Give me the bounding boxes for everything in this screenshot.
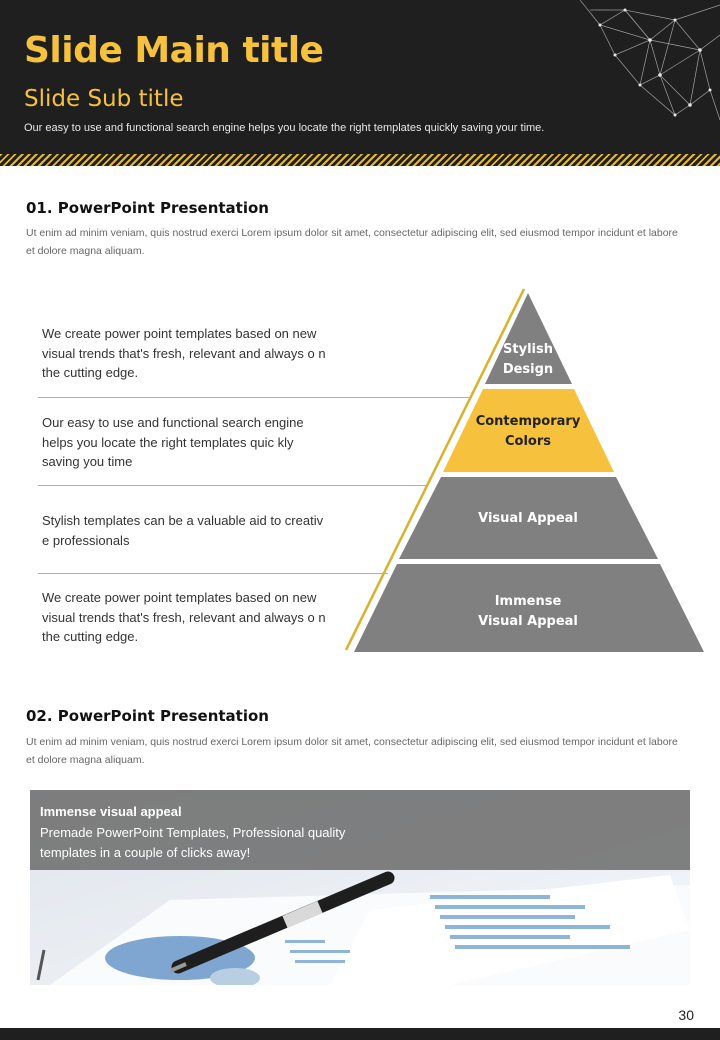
photo-caption-title: Immense visual appeal: [40, 804, 182, 819]
header-stripe: [0, 154, 720, 166]
photo-caption-overlay: [30, 790, 690, 870]
network-graphic-icon: [580, 0, 720, 125]
section2-title: 02. PowerPoint Presentation: [26, 707, 269, 725]
page-number: 30: [678, 1007, 694, 1023]
pyramid-label-3: Visual Appeal: [478, 511, 578, 526]
pyramid-label-2: Contemporary Colors: [475, 414, 581, 449]
pyramid-item-3: Stylish templates can be a valuable aid to creativ e professionals: [42, 513, 324, 548]
header-description: Our easy to use and functional search engine helps you locate the right templates quickly saving your time.: [24, 122, 545, 134]
pyramid-item-2: Our easy to use and functional search engine helps you locate the right templates quic kly saving you time: [42, 415, 304, 469]
footer-bar: [0, 1028, 720, 1040]
photo-caption-text: Premade PowerPoint Templates, Professional quality templates in a couple of clicks away!: [40, 825, 346, 860]
section1-title: 01. PowerPoint Presentation: [26, 199, 269, 217]
section2-body: Ut enim ad minim veniam, quis nostrud exerci Lorem ipsum dolor sit amet, consectetur adipiscing elit, sed eiusmod tempor incidunt et labore et dolore magna aliquam.: [26, 736, 678, 766]
pyramid-item-4: We create power point templates based on new visual trends that's fresh, relevant and always o n the cutting edge.: [42, 590, 326, 644]
divider-line: [38, 573, 388, 574]
pyramid-label-1: Stylish Design: [502, 342, 554, 377]
section1-body: Ut enim ad minim veniam, quis nostrud exerci Lorem ipsum dolor sit amet, consectetur adipiscing elit, sed eiusmod tempor incidunt et labore et dolore magna aliquam.: [26, 227, 678, 257]
pyramid-label-4: Immense Visual Appeal: [478, 594, 578, 629]
pyramid-diagram: [340, 285, 710, 660]
page-subtitle: Slide Sub title: [24, 86, 184, 112]
pyramid-item-1: We create power point templates based on new visual trends that's fresh, relevant and always o n the cutting edge.: [42, 326, 326, 380]
photo-card: [30, 790, 690, 985]
header-banner: [0, 0, 720, 166]
page-title: Slide Main title: [24, 30, 324, 71]
